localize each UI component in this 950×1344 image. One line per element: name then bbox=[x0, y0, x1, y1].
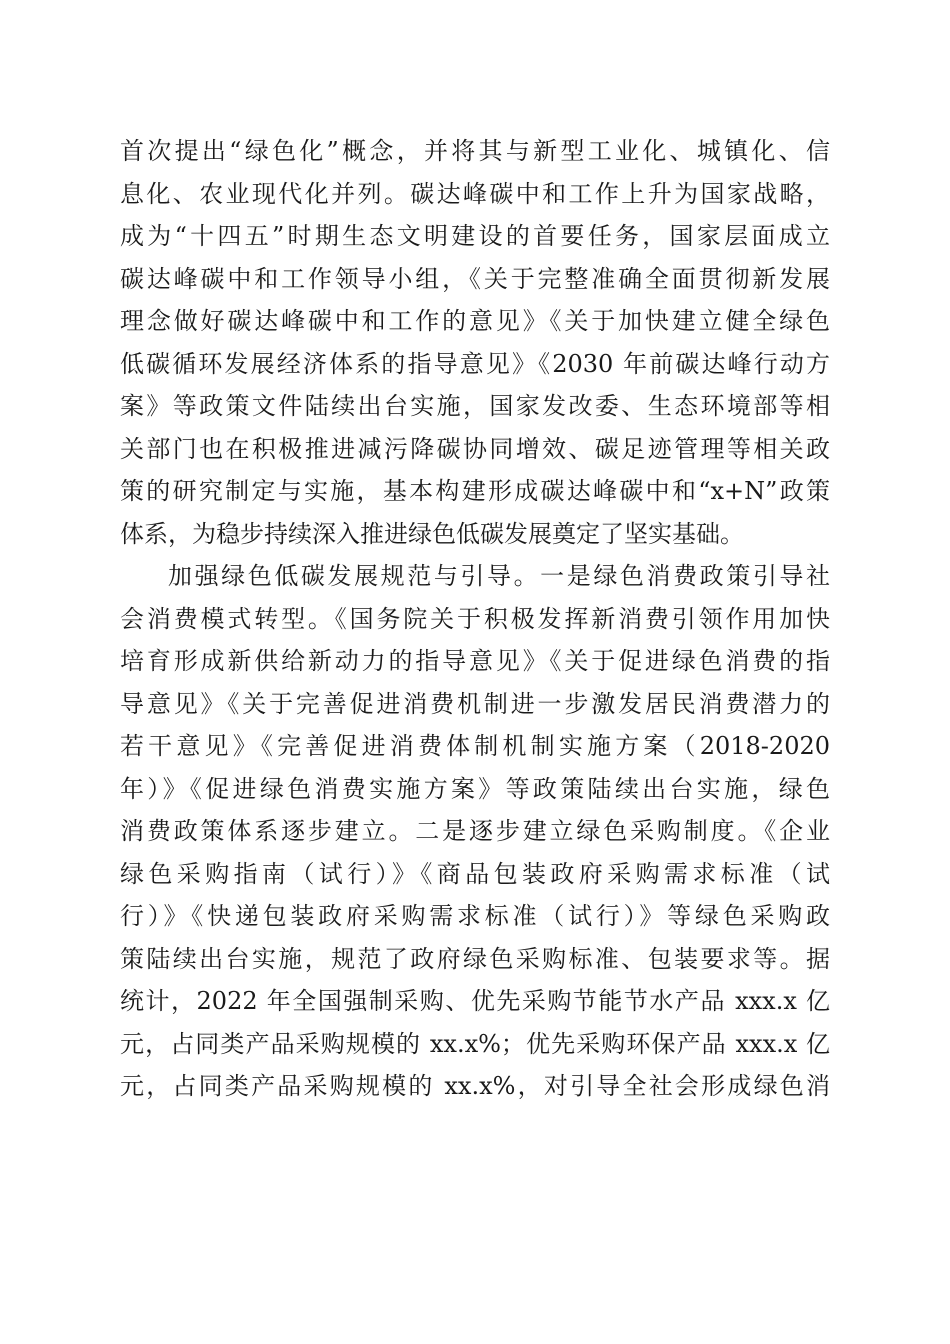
document-body bbox=[120, 130, 830, 1108]
paragraph-line: 年）》《促进绿色消费实施方案》等政策陆续出台实施，绿色 bbox=[120, 774, 830, 803]
paragraph-line: 统计，2022 年全国强制采购、优先采购节能节水产品 xxx.x 亿 bbox=[120, 987, 830, 1015]
paragraph-line: 加强绿色低碳发展规范与引导。一是绿色消费政策引导社 bbox=[168, 562, 830, 590]
paragraph-line: 培育形成新供给新动力的指导意见》《关于促进绿色消费的指 bbox=[120, 647, 830, 675]
paragraph-line: 若干意见》《完善促进消费体制机制实施方案（2018-2020 bbox=[120, 732, 830, 760]
paragraph-line: 成为“十四五”时期生态文明建设的首要任务，国家层面成立 bbox=[120, 222, 830, 250]
paragraph-line: 体系，为稳步持续深入推进绿色低碳发展奠定了坚实基础。 bbox=[120, 519, 744, 548]
paragraph-line: 元，占同类产品采购规模的 xx.x%；优先采购环保产品 xxx.x 亿 bbox=[120, 1029, 830, 1058]
paragraph-line: 消费政策体系逐步建立。二是逐步建立绿色采购制度。《企业 bbox=[120, 817, 830, 845]
paragraph-line: 会消费模式转型。《国务院关于积极发挥新消费引领作用加快 bbox=[120, 604, 830, 633]
paragraph-line: 息化、农业现代化并列。碳达峰碳中和工作上升为国家战略， bbox=[120, 179, 830, 208]
paragraph-line: 案》等政策文件陆续出台实施，国家发改委、生态环境部等相 bbox=[120, 392, 830, 420]
paragraph-line: 行）》《快递包装政府采购需求标准（试行）》等绿色采购政 bbox=[120, 902, 830, 930]
paragraph-line: 低碳循环发展经济体系的指导意见》《2030 年前碳达峰行动方 bbox=[120, 349, 830, 378]
paragraph-line: 策陆续出台实施，规范了政府绿色采购标准、包装要求等。据 bbox=[120, 944, 830, 973]
paragraph-2 bbox=[120, 555, 830, 1108]
paragraph-1 bbox=[120, 130, 830, 555]
paragraph-line: 理念做好碳达峰碳中和工作的意见》《关于加快建立健全绿色 bbox=[120, 307, 830, 335]
paragraph-line: 元，占同类产品采购规模的 xx.x%，对引导全社会形成绿色消 bbox=[120, 1072, 830, 1100]
paragraph-line: 碳达峰碳中和工作领导小组，《关于完整准确全面贯彻新发展 bbox=[120, 264, 830, 293]
paragraph-line: 关部门也在积极推进减污降碳协同增效、碳足迹管理等相关政 bbox=[120, 434, 830, 463]
paragraph-line: 策的研究制定与实施，基本构建形成碳达峰碳中和“x+N”政策 bbox=[120, 477, 830, 505]
paragraph-line: 首次提出“绿色化”概念，并将其与新型工业化、城镇化、信 bbox=[120, 137, 830, 165]
paragraph-line: 导意见》《关于完善促进消费机制进一步激发居民消费潜力的 bbox=[120, 689, 830, 718]
paragraph-line: 绿色采购指南（试行）》《商品包装政府采购需求标准（试 bbox=[120, 859, 830, 888]
